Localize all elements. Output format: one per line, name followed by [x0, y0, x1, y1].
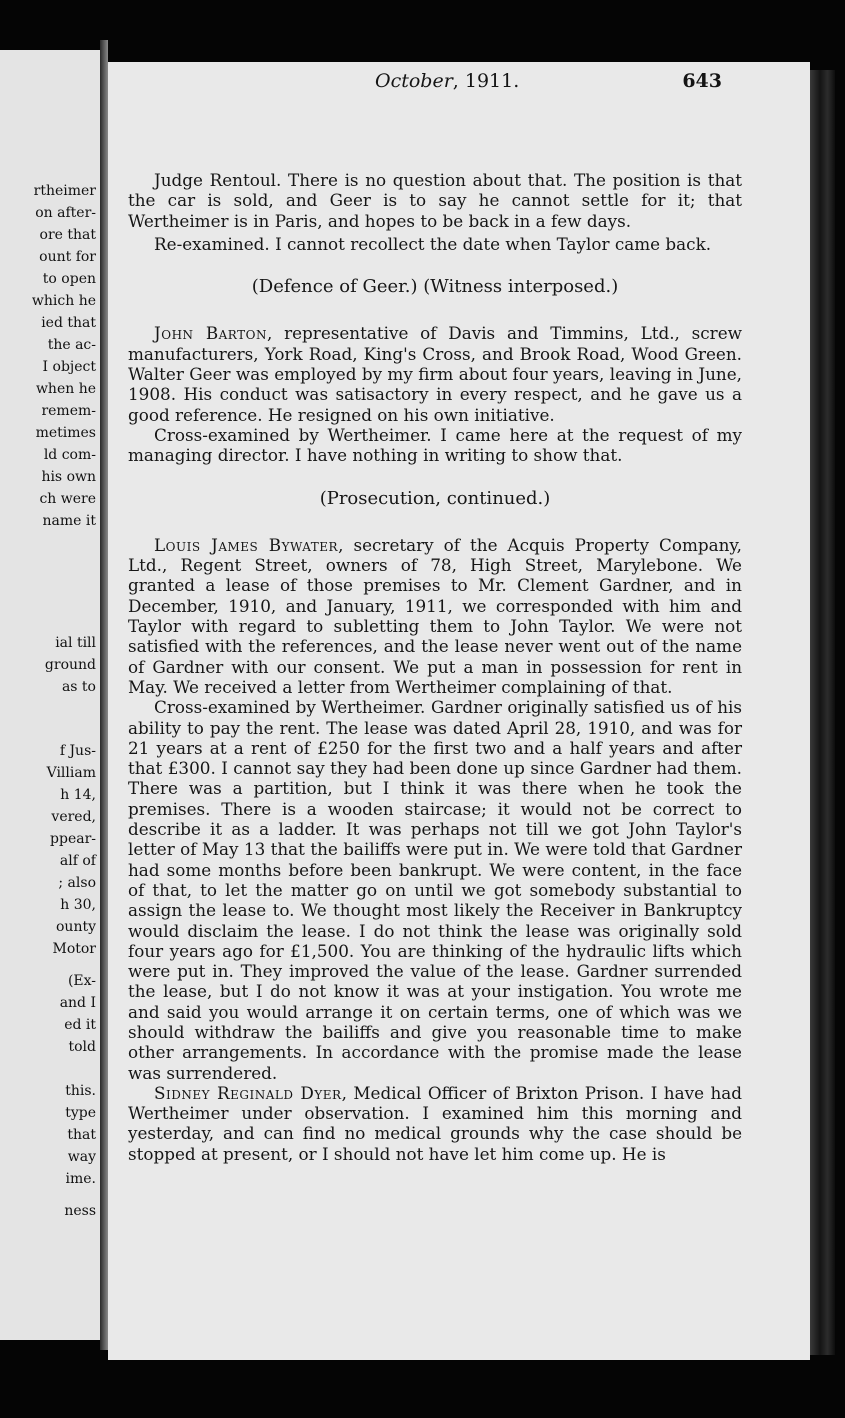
- facing-page-line: Motor: [52, 941, 96, 957]
- facing-page-line: alf of: [59, 853, 96, 869]
- facing-page-line: ount for: [39, 249, 96, 265]
- facing-page-line: ground: [44, 657, 96, 673]
- facing-page-line: ime.: [65, 1171, 96, 1187]
- paragraph-judge-rentoul: Judge Rentoul. There is no question about that. The position is that the car is sold, and Geer is to say he cannot settle for it; that Wertheimer is in Paris, and hopes to be back in a few days.: [128, 170, 742, 231]
- running-header: [150, 70, 740, 98]
- witness-name-bywater: Louis James Bywater: [154, 534, 339, 555]
- facing-page-line: ed it: [64, 1017, 96, 1033]
- page-number: 643: [682, 70, 722, 92]
- section-heading-defence: (Defence of Geer.) (Witness interposed.): [251, 276, 619, 298]
- testimony-bywater: , secretary of the Acquis Property Company, Ltd., Regent Street, owners of 78, High Street, Marylebone. We granted a lease of those premises to Mr. Clement Gardner, and in December, 1910, and January, 1911, we corresponded with him and Taylor with regard to subletting them to John Taylor. We were not satisfied with the references, and the lease never went out of the name of Gardner with our consent. We put a man in possession for rent in May. We received a letter from Wertheimer complaining of that.: [128, 534, 742, 697]
- facing-page-line: type: [65, 1105, 96, 1121]
- page-body: [128, 170, 742, 1164]
- paragraph-louis-bywater: [128, 535, 742, 697]
- facing-page-line: that: [67, 1127, 96, 1143]
- facing-page-line: name it: [42, 513, 96, 529]
- header-month: October: [375, 70, 453, 92]
- facing-page-line: h 30,: [60, 897, 96, 913]
- facing-page-line: when he: [35, 381, 96, 397]
- header-date: [375, 70, 519, 92]
- facing-page-line: ness: [64, 1203, 96, 1219]
- paragraph-cross-examined-barton: Cross-examined by Wertheimer. I came here at the request of my managing director. I have nothing in writing to show that.: [128, 424, 742, 466]
- facing-page-line: ld com-: [43, 447, 96, 463]
- paragraph-cross-examined-bywater: Cross-examined by Wertheimer. Gardner originally satisfied us of his ability to pay the rent. The lease was dated April 28, 1910, and was for 21 years at a rent of £250 for the first two and a half years and after that £300. I cannot say they had been done up since Gardner had them. There was a partition, but I think it was there when he took the premises. There is a wooden staircase; it would not be correct to describe it as a ladder. It was perhaps not till we got John Taylor's letter of May 13 that the bailiffs were put in. We were told that Gardner had some months before been bankrupt. We were content, in the face of that, to let the matter go on until we got somebody substantial to assign the lease to. We thought most likely the Receiver in Bankruptcy would disclaim the lease. I do not think the lease was originally sold four years ago for £1,500. You are thinking of the hydraulic lifts which were put in. They improved the value of the lease. Gardner surrended the lease, but I do not know it was at your instigation. You wrote me and said you would arrange it on certain terms, one of which was we should withdraw the bailiffs and give you reasonable time to make other arrangements. In accordance with the promise made the lease was surrendered.: [128, 697, 742, 1083]
- facing-page-line: way: [67, 1149, 96, 1165]
- facing-page-line: remem-: [41, 403, 96, 419]
- paragraph-sidney-dyer: [128, 1083, 742, 1164]
- facing-page-line: (Ex-: [67, 973, 96, 989]
- facing-page-line: and I: [59, 995, 96, 1011]
- facing-page-line: vered,: [51, 809, 96, 825]
- header-year: , 1911.: [452, 70, 520, 92]
- witness-name-barton: John Barton: [154, 323, 267, 344]
- facing-page-line: ; also: [58, 875, 96, 891]
- facing-page-line: ial till: [55, 635, 96, 651]
- facing-page-line: h 14,: [60, 787, 96, 803]
- book-edge: [810, 70, 835, 1355]
- facing-page-line: told: [68, 1039, 96, 1055]
- paragraph-john-barton: [128, 323, 742, 424]
- facing-page-line: I object: [42, 359, 96, 375]
- section-heading-prosecution: (Prosecution, continued.): [319, 487, 551, 509]
- facing-page-line: Villiam: [46, 765, 96, 781]
- facing-page-line: rtheimer: [33, 183, 96, 199]
- facing-page-line: this.: [65, 1083, 96, 1099]
- facing-page-line: his own: [41, 469, 96, 485]
- facing-page-line: which he: [31, 293, 96, 309]
- testimony-dyer: , Medical Officer of Brixton Prison. I have had Wertheimer under observation. I examined him this morning and yesterday, and can find no medical grounds why the case should be stopped at present, or I should not have let him come up. He is: [128, 1082, 743, 1164]
- testimony-barton: , representative of Davis and Timmins, Ltd., screw manufacturers, York Road, King's Cross, and Brook Road, Wood Green. Walter Geer was employed by my firm about four years, leaving in June, 1908. His conduct was satisactory in every respect, and he gave us a good reference. He resigned on his own initiative.: [128, 323, 742, 425]
- book-gutter: [100, 40, 108, 1350]
- facing-page-fragment: [0, 50, 100, 1340]
- facing-page-line: ounty: [56, 919, 96, 935]
- facing-page-line: metimes: [35, 425, 96, 441]
- witness-name-dyer: Sidney Reginald Dyer: [154, 1082, 342, 1103]
- paragraph-re-examined: Re-examined. I cannot recollect the date when Taylor came back.: [154, 233, 712, 254]
- facing-page-line: ch were: [39, 491, 96, 507]
- facing-page-line: on after-: [35, 205, 96, 221]
- facing-page-line: f Jus-: [59, 743, 96, 759]
- facing-page-line: ppear-: [50, 831, 96, 847]
- facing-page-line: to open: [42, 271, 96, 287]
- facing-page-line: ied that: [41, 315, 96, 331]
- facing-page-line: the ac-: [47, 337, 96, 353]
- facing-page-line: ore that: [39, 227, 96, 243]
- facing-page-line: as to: [61, 679, 96, 695]
